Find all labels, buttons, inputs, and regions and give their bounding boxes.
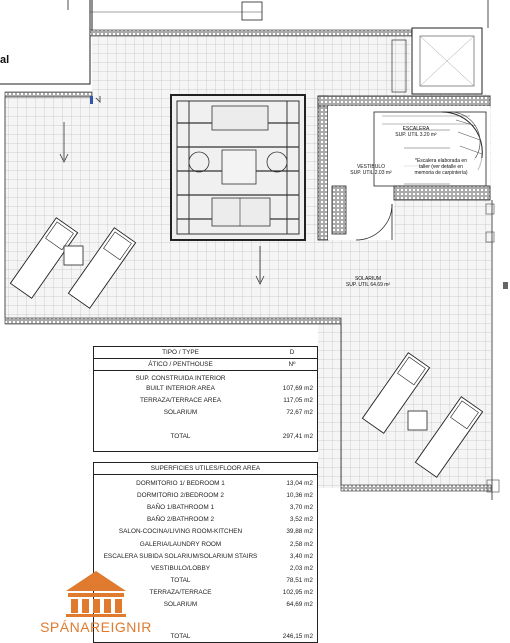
areas-total-label: TOTAL <box>170 633 191 640</box>
area-row-value: 2,58 m2 <box>289 540 313 548</box>
pergola <box>171 95 305 240</box>
type-row-label: TERRAZA/TERRACE AREA <box>140 397 221 404</box>
area-row-value: 13,04 m2 <box>286 479 313 487</box>
area-row-label: DORMITORIO 1/ BEDROOM 1 <box>136 479 225 487</box>
logo-text: SPÁNAREIGNIR <box>40 619 152 635</box>
escalera-note-line-1: *Escalera elaborada en <box>415 158 467 164</box>
table-row <box>94 407 317 418</box>
type-header-label: TIPO / TYPE <box>162 349 199 356</box>
type-row-label: BUILT INTERIOR AREA <box>146 385 215 392</box>
area-row-label: SOLARIUM <box>163 601 198 609</box>
area-row-value: 39,88 m2 <box>286 528 313 536</box>
table-row <box>94 514 317 526</box>
area-row-label: BAÑO 2/BATHROOM 2 <box>147 516 214 524</box>
table-row <box>94 538 317 550</box>
area-row-value: 78,51 m2 <box>286 577 313 585</box>
solarium-label <box>336 276 400 288</box>
areas-header-label: SUPERFICIES UTILES/FLOOR AREA <box>150 465 261 472</box>
type-total-value: 297,41 m2 <box>282 432 313 440</box>
escalera-note-line-2: taller (ver detalle en <box>419 164 463 170</box>
escalera-area: SUP. UTIL 3.20 m² <box>395 132 437 138</box>
areas-table-header <box>94 463 317 475</box>
area-row-value: 3,40 m2 <box>289 552 313 560</box>
table-row <box>94 550 317 562</box>
vestibulo-area: SUP. UTIL 2.03 m² <box>350 170 392 176</box>
vestibulo-name: VESTIBULO <box>356 164 386 170</box>
area-row-label: VESTIBULO/LOBBY <box>151 564 210 572</box>
escalera-name: ESCALERA <box>402 126 430 132</box>
area-row-value: 10,36 m2 <box>286 491 313 499</box>
area-row-label: TOTAL <box>170 577 191 585</box>
area-row-label: ESCALERA SUBIDA SOLARIUM/SOLARIUM STAIRS <box>103 552 258 560</box>
type-subheader-value: Nº <box>288 361 296 368</box>
fragment-title: al <box>0 54 10 66</box>
type-table-subheader <box>94 359 317 371</box>
type-row-label: SOLARIUM <box>163 409 198 416</box>
type-row-value: 117,05 m2 <box>283 397 313 404</box>
type-total-row <box>94 430 317 442</box>
area-row-label: GALERIA/LAUNDRY ROOM <box>139 540 222 548</box>
area-row-label: DORMITORIO 2/BEDROOM 2 <box>137 491 224 499</box>
vestibulo-label <box>342 164 400 176</box>
table-row <box>94 526 317 538</box>
solarium-name: SOLARIUM <box>354 276 382 282</box>
type-table <box>93 346 318 452</box>
table-row <box>94 489 317 501</box>
table-row <box>94 383 317 394</box>
type-row-value: 107,69 m2 <box>282 385 313 392</box>
escalera-note <box>398 158 484 176</box>
area-row-label: SALON-COCINA/LIVING ROOM-KITCHEN <box>118 528 243 536</box>
type-subheader-label: ÁTICO / PENTHOUSE <box>148 361 213 368</box>
table-row <box>94 373 317 383</box>
area-row-value: 2,03 m2 <box>289 564 313 572</box>
solarium-area: SUP. UTIL 64.69 m² <box>345 282 391 288</box>
area-row-label: BAÑO 1/BATHROOM 1 <box>147 503 214 511</box>
type-table-header <box>94 347 317 359</box>
type-total-label: TOTAL <box>170 432 191 440</box>
type-header-value: D <box>289 349 295 356</box>
area-row-value: 64,69 m2 <box>286 601 313 609</box>
area-row-value: 3,52 m2 <box>289 516 313 524</box>
area-row-value: 102,95 m2 <box>282 589 313 597</box>
table-row <box>94 477 317 489</box>
areas-total-value: 246,15 m2 <box>282 633 313 640</box>
table-row <box>94 394 317 407</box>
escalera-note-line-3: memoria de carpintería) <box>414 170 468 176</box>
area-row-value: 3,70 m2 <box>289 503 313 511</box>
table-row <box>94 501 317 513</box>
type-row-label: SUP. CONSTRUIDA INTERIOR <box>135 374 226 382</box>
area-row-label: TERRAZA/TERRACE <box>149 589 212 597</box>
escalera-label <box>386 126 446 138</box>
type-row-value: 72,67 m2 <box>286 409 313 416</box>
